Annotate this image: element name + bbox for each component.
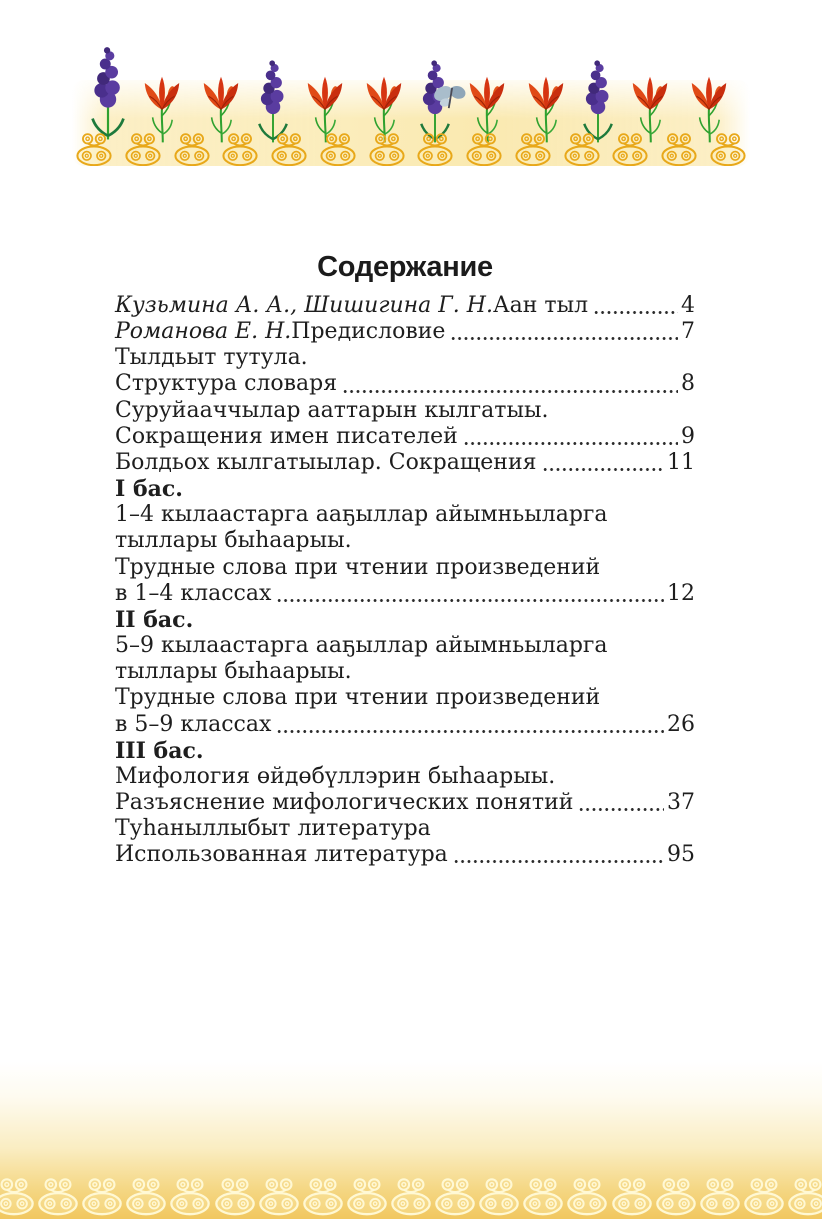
toc-entry-text: Мифология өйдөбүллэрин быһаарыы. [115,763,556,789]
toc-dots-leader [342,389,678,394]
scroll-ornament-icon [218,132,262,166]
scroll-ornament-icon [521,1174,565,1218]
toc-row [115,659,695,685]
toc-entry-author: Романова Е. Н. [115,319,292,345]
toc-row [115,319,695,345]
toc-row [115,345,695,371]
toc-entry-text: Трудные слова при чтении произведений [115,554,601,580]
toc-entry-text: I бас. [115,476,183,503]
scroll-ornament-icon [742,1174,786,1218]
toc-dots-leader [593,310,678,315]
scroll-ornament-icon [365,132,409,166]
scroll-ornament-icon [389,1174,433,1218]
toc-entry-page: 12 [667,580,695,606]
scroll-ornament-icon [786,1174,822,1218]
toc-row [115,764,695,790]
top-floral-border [72,56,750,166]
scroll-ornament-icon [433,1174,477,1218]
scroll-ornament-icon [413,132,457,166]
toc-entry-page: 37 [667,789,695,815]
scroll-ornament-icon [0,1174,36,1218]
toc-dots-leader [276,729,664,734]
toc-row [115,476,695,502]
scroll-ornament-icon [170,132,214,166]
flower-row [88,36,734,144]
toc-entry-text: III бас. [115,737,204,764]
scroll-ornament-icon [565,1174,609,1218]
scroll-ornament-icon [511,132,555,166]
toc-row [115,371,695,397]
toc-row [115,424,695,450]
scroll-ornament-icon [654,1174,698,1218]
scroll-ornament-icon [560,132,604,166]
toc-entry-page: 95 [667,842,695,868]
toc-dots-leader [276,598,664,603]
top-scroll-ornament-row [72,132,750,166]
toc-entry-text: Использованная литература [115,842,448,868]
toc-row [115,842,695,868]
scroll-ornament-icon [608,132,652,166]
scroll-ornament-icon [477,1174,521,1218]
toc-row [115,633,695,659]
toc-row [115,712,695,738]
scroll-ornament-icon [267,132,311,166]
scroll-ornament-icon [80,1174,124,1218]
scroll-ornament-icon [168,1174,212,1218]
toc-row [115,607,695,633]
toc-entry-text: Болдьох кылгатыылар. Сокращения [115,449,537,475]
toc-entry-text: Суруйааччылар ааттарын кылгатыы. [115,397,549,423]
toc-entry-page: 9 [681,423,695,449]
scroll-ornament-icon [316,132,360,166]
toc-entry-text: 5–9 кылаастарга ааҕыллар айымньыларга [115,633,608,659]
toc-entry-author: Кузьмина А. А., Шишигина Г. Н. [115,293,493,318]
scroll-ornament-icon [706,132,750,166]
toc-row [115,581,695,607]
scroll-ornament-icon [301,1174,345,1218]
toc-list [115,293,695,868]
scroll-ornament-icon [462,132,506,166]
toc-dots-leader [463,441,678,446]
toc-row [115,685,695,711]
toc-entry-text: 1–4 кылаастарга ааҕыллар айымньыларга [115,502,608,528]
scroll-ornament-icon [213,1174,257,1218]
toc-entry-text: тыллары быһаарыы. [115,659,352,685]
toc-entry-text: Структура словаря [115,371,338,397]
toc-entry-page: 26 [667,711,695,737]
bottom-ornament-border [0,1062,822,1219]
toc-entry-text: Сокращения имен писателей [115,423,458,449]
scroll-ornament-icon [121,132,165,166]
toc-row [115,398,695,424]
lavender-flower-icon [88,44,128,144]
scroll-ornament-icon [36,1174,80,1218]
toc-entry-text: Предисловие [291,319,446,345]
scroll-ornament-icon [72,132,116,166]
bottom-scroll-ornament-row [0,1174,822,1219]
scroll-ornament-icon [257,1174,301,1218]
toc-row [115,790,695,816]
toc-dots-leader [542,467,665,472]
scroll-ornament-icon [610,1174,654,1218]
toc-row [115,528,695,554]
toc-entry-text: в 1–4 классах [115,580,272,606]
toc-entry-text: тыллары быһаарыы. [115,528,352,554]
toc-entry-text: в 5–9 классах [115,711,272,737]
toc-entry-text: Трудные слова при чтении произведений [115,685,601,711]
toc-entry-page: 4 [681,293,695,318]
toc-row [115,502,695,528]
toc-row [115,450,695,476]
toc-entry-page: 7 [681,319,695,345]
toc-dots-leader [578,807,664,812]
toc-row [115,816,695,842]
toc-entry-page: 8 [681,371,695,397]
toc-dots-leader [453,859,664,864]
toc-entry-text: II бас. [115,606,194,633]
page-title: Содержание [317,251,493,283]
toc-dots-leader [450,336,678,341]
scroll-ornament-icon [124,1174,168,1218]
toc-entry-page: 11 [667,449,695,475]
scroll-ornament-icon [345,1174,389,1218]
toc-entry-text: Разъяснение мифологических понятий [115,789,574,815]
toc-entry-text: Тылдьыт тутула. [115,345,308,371]
scroll-ornament-icon [657,132,701,166]
toc-entry-text: Аан тыл [492,293,589,318]
toc-row [115,738,695,764]
toc-row [115,293,695,319]
toc-row [115,555,695,581]
toc-entry-text: Туһаныллыбыт литература [115,816,431,842]
scroll-ornament-icon [698,1174,742,1218]
